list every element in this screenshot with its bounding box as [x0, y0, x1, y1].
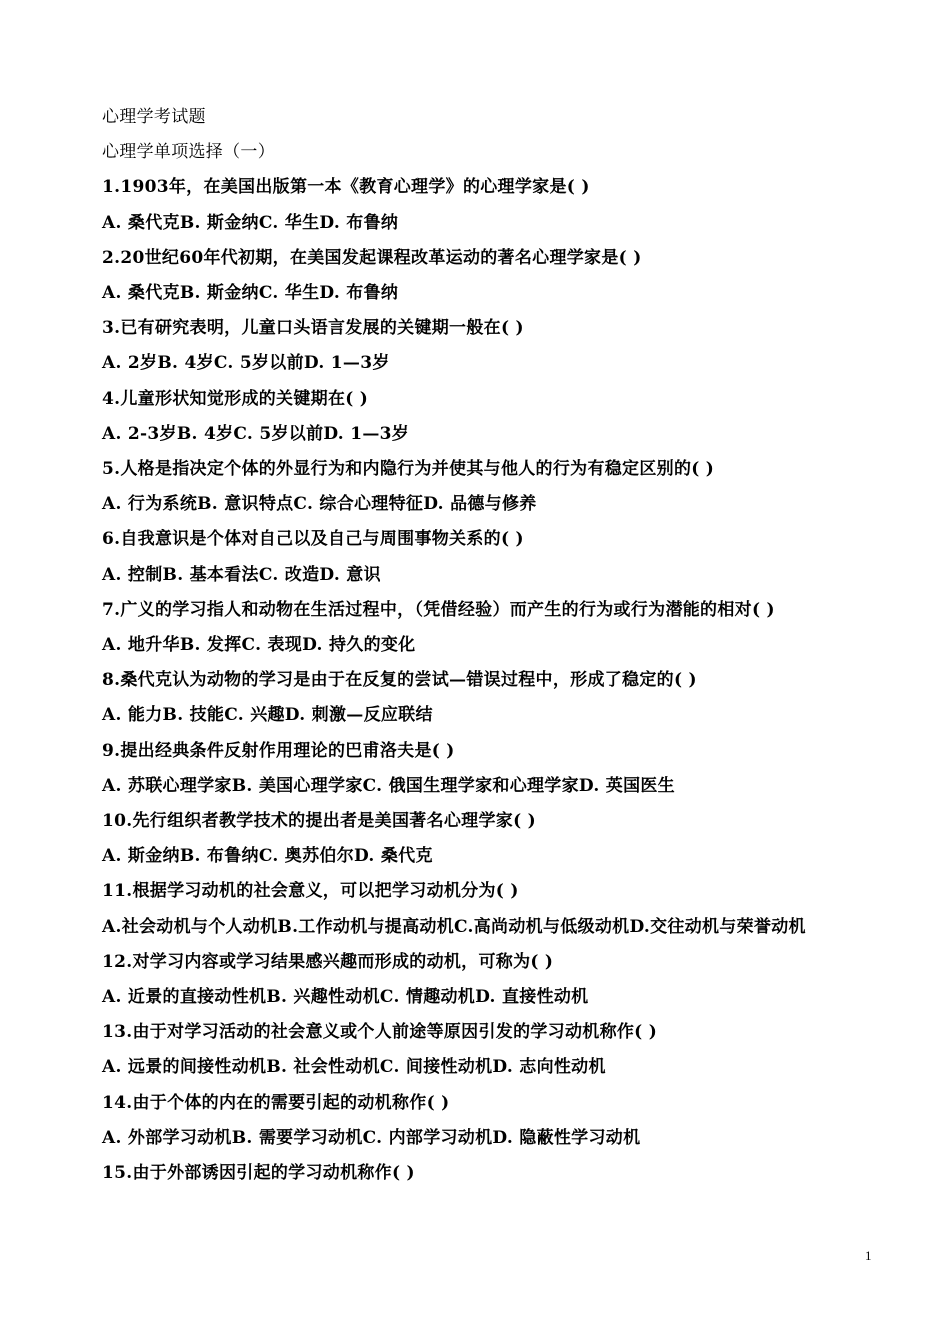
question-5: 5.人格是指决定个体的外显行为和内隐行为并使其与他人的行为有稳定区别的( )	[102, 459, 715, 480]
question-9: 9.提出经典条件反射作用理论的巴甫洛夫是( )	[102, 740, 455, 761]
question-14: 14.由于个体的内在的需要引起的动机称作( )	[102, 1092, 450, 1113]
question-1: 1.1903年，在美国出版第一本《教育心理学》的心理学家是( )	[102, 177, 590, 198]
options-12: A. 近景的直接动性机B. 兴趣性动机C. 情趣动机D. 直接性动机	[102, 987, 589, 1008]
options-5: A. 行为系统B. 意识特点C. 综合心理特征D. 品德与修养	[102, 494, 537, 515]
options-11: A.社会动机与个人动机B.工作动机与提高动机C.高尚动机与低级动机D.交往动机与荣誉动机	[102, 916, 806, 937]
options-3: A. 2岁B. 4岁C. 5岁以前D. 1—3岁	[102, 353, 390, 374]
question-10: 10.先行组织者教学技术的提出者是美国著名心理学家( )	[102, 811, 536, 832]
question-6: 6.自我意识是个体对自己以及自己与周围事物关系的( )	[102, 529, 524, 550]
question-12: 12.对学习内容或学习结果感兴趣而形成的动机，可称为( )	[102, 951, 554, 972]
question-15: 15.由于外部诱因引起的学习动机称作( )	[102, 1163, 415, 1184]
question-3: 3.已有研究表明，儿童口头语言发展的关键期一般在( )	[102, 318, 524, 339]
question-7: 7.广义的学习指人和动物在生活过程中，（凭借经验）而产生的行为或行为潜能的相对( )	[102, 599, 775, 620]
options-7: A. 地升华B. 发挥C. 表现D. 持久的变化	[102, 635, 416, 656]
document-body	[102, 100, 882, 1191]
question-11: 11.根据学习动机的社会意义，可以把学习动机分为( )	[102, 881, 519, 902]
options-4: A. 2-3岁B. 4岁C. 5岁以前D. 1—3岁	[102, 423, 410, 444]
options-8: A. 能力B. 技能C. 兴趣D. 刺激—反应联结	[102, 705, 433, 726]
options-6: A. 控制B. 基本看法C. 改造D. 意识	[102, 564, 381, 585]
options-1: A. 桑代克B. 斯金纳C. 华生D. 布鲁纳	[102, 212, 399, 233]
document-title: 心理学考试题	[102, 107, 206, 127]
section-heading: 心理学单项选择（一）	[102, 142, 275, 163]
options-2: A. 桑代克B. 斯金纳C. 华生D. 布鲁纳	[102, 283, 399, 304]
question-13: 13.由于对学习活动的社会意义或个人前途等原因引发的学习动机称作( )	[102, 1022, 658, 1043]
question-2: 2.20世纪60年代初期，在美国发起课程改革运动的著名心理学家是( )	[102, 247, 642, 268]
options-13: A. 远景的间接性动机B. 社会性动机C. 间接性动机D. 志向性动机	[102, 1057, 606, 1078]
options-10: A. 斯金纳B. 布鲁纳C. 奥苏伯尔D. 桑代克	[102, 846, 433, 867]
options-14: A. 外部学习动机B. 需要学习动机C. 内部学习动机D. 隐蔽性学习动机	[102, 1127, 641, 1148]
options-9: A. 苏联心理学家B. 美国心理学家C. 俄国生理学家和心理学家D. 英国医生	[102, 775, 675, 796]
question-8: 8.桑代克认为动物的学习是由于在反复的尝试—错误过程中，形成了稳定的( )	[102, 670, 697, 691]
page-number: 1	[865, 1248, 872, 1263]
question-4: 4.儿童形状知觉形成的关键期在( )	[102, 388, 369, 409]
